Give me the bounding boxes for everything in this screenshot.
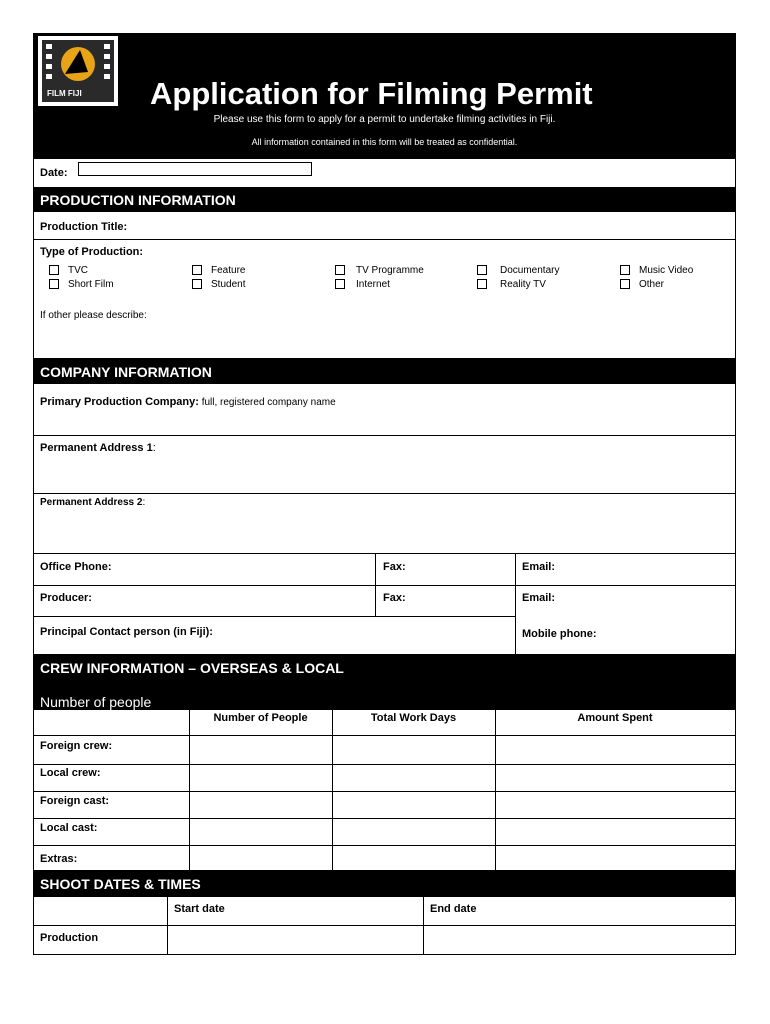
date-input[interactable] <box>78 162 312 176</box>
crew-info-header <box>34 654 735 710</box>
type-internet-label: Internet <box>356 279 390 290</box>
form-subtitle: Please use this form to apply for a permit to undertake filming activities in Fiji. <box>213 114 556 125</box>
number-of-people-heading: Number of people <box>40 694 152 710</box>
type-feature-label: Feature <box>211 265 246 276</box>
table-row: Foreign cast: <box>40 795 110 807</box>
type-tv-programme-label: TV Programme <box>356 265 424 276</box>
shoot-dates-heading: SHOOT DATES & TIMES <box>40 876 201 892</box>
checkbox-music-video[interactable] <box>620 265 630 275</box>
table-row: Foreign crew: <box>40 740 113 752</box>
crew-row-line <box>34 764 735 765</box>
table-row: Local crew: <box>40 767 101 779</box>
checkbox-documentary[interactable] <box>477 265 487 275</box>
table-row: Production <box>40 932 99 944</box>
type-tvc-label: TVC <box>68 265 88 276</box>
production-title-field[interactable] <box>34 239 735 240</box>
crew-col-divider <box>332 710 333 870</box>
shoot-col-divider <box>167 897 168 955</box>
divider <box>375 553 376 585</box>
svg-text:FILM FIJI: FILM FIJI <box>47 89 82 98</box>
address2-label <box>40 497 145 508</box>
address2-label-text: Permanent Address 2 <box>40 497 143 508</box>
crew-row-line <box>34 818 735 819</box>
address1-field[interactable] <box>34 493 735 494</box>
email-label: Email: <box>522 561 556 573</box>
shoot-dates-header <box>34 870 735 897</box>
type-music-video-label: Music Video <box>639 265 694 276</box>
other-describe-field[interactable] <box>194 304 724 354</box>
shoot-row-line <box>34 925 735 926</box>
producer-row-line <box>34 616 515 617</box>
crew-col-divider <box>495 710 496 870</box>
producer-label: Producer: <box>40 592 92 604</box>
phone-row-line <box>34 585 735 586</box>
type-reality-tv-label: Reality TV <box>500 279 546 290</box>
divider <box>515 585 516 616</box>
production-info-heading: PRODUCTION INFORMATION <box>40 192 236 208</box>
col-amount-spent: Amount Spent <box>577 712 653 724</box>
form-header <box>34 34 735 159</box>
address1-label <box>40 442 156 454</box>
crew-row-line <box>34 845 735 846</box>
col-start-date: Start date <box>174 903 225 915</box>
mobile-phone-label: Mobile phone: <box>522 628 597 640</box>
crew-row-line <box>34 735 735 736</box>
checkbox-tv-programme[interactable] <box>335 265 345 275</box>
production-info-header <box>34 187 735 212</box>
film-reel-icon <box>38 36 118 106</box>
fax-label: Fax: <box>383 561 406 573</box>
col-total-work-days: Total Work Days <box>370 712 457 724</box>
crew-col-divider <box>189 710 190 870</box>
col-number-of-people: Number of People <box>213 712 308 724</box>
production-title-label: Production Title: <box>40 221 128 233</box>
type-student-label: Student <box>211 279 246 290</box>
checkbox-feature[interactable] <box>192 265 202 275</box>
primary-company-field[interactable] <box>34 435 735 436</box>
application-form <box>33 33 736 955</box>
film-fiji-logo <box>38 36 118 106</box>
divider <box>375 585 376 616</box>
checkbox-internet[interactable] <box>335 279 345 289</box>
crew-info-heading: CREW INFORMATION – OVERSEAS & LOCAL <box>40 660 344 676</box>
company-info-header <box>34 358 735 384</box>
producer-fax-label: Fax: <box>383 592 406 604</box>
producer-email-label: Email: <box>522 592 556 604</box>
checkbox-student[interactable] <box>192 279 202 289</box>
checkbox-other[interactable] <box>620 279 630 289</box>
other-describe-label: If other please describe: <box>40 310 147 321</box>
office-phone-label: Office Phone: <box>40 561 112 573</box>
address2-field[interactable] <box>34 553 735 554</box>
company-info-heading: COMPANY INFORMATION <box>40 364 212 380</box>
checkbox-short-film[interactable] <box>49 279 59 289</box>
table-row: Local cast: <box>40 822 98 834</box>
address1-colon: : <box>152 442 156 454</box>
divider <box>515 616 516 654</box>
type-other-label: Other <box>639 279 665 290</box>
primary-company-label-text: Primary Production Company: <box>40 396 199 408</box>
divider <box>515 553 516 585</box>
crew-row-line <box>34 791 735 792</box>
principal-contact-label: Principal Contact person (in Fiji): <box>40 626 213 638</box>
production-type-label: Type of Production: <box>40 246 144 258</box>
confidential-note: All information contained in this form will be treated as confidential. <box>251 137 518 147</box>
page-title: Application for Filming Permit <box>150 76 593 111</box>
primary-company-label <box>40 396 336 408</box>
type-documentary-label: Documentary <box>500 265 560 276</box>
primary-company-hint: full, registered company name <box>198 397 336 408</box>
address1-label-text: Permanent Address 1 <box>40 442 153 454</box>
shoot-col-divider <box>423 897 424 955</box>
checkbox-tvc[interactable] <box>49 265 59 275</box>
address2-colon: : <box>142 497 146 508</box>
table-row: Extras: <box>40 853 78 865</box>
checkbox-reality-tv[interactable] <box>477 279 487 289</box>
col-end-date: End date <box>430 903 477 915</box>
type-short-film-label: Short Film <box>68 279 114 290</box>
date-label: Date: <box>40 167 68 179</box>
